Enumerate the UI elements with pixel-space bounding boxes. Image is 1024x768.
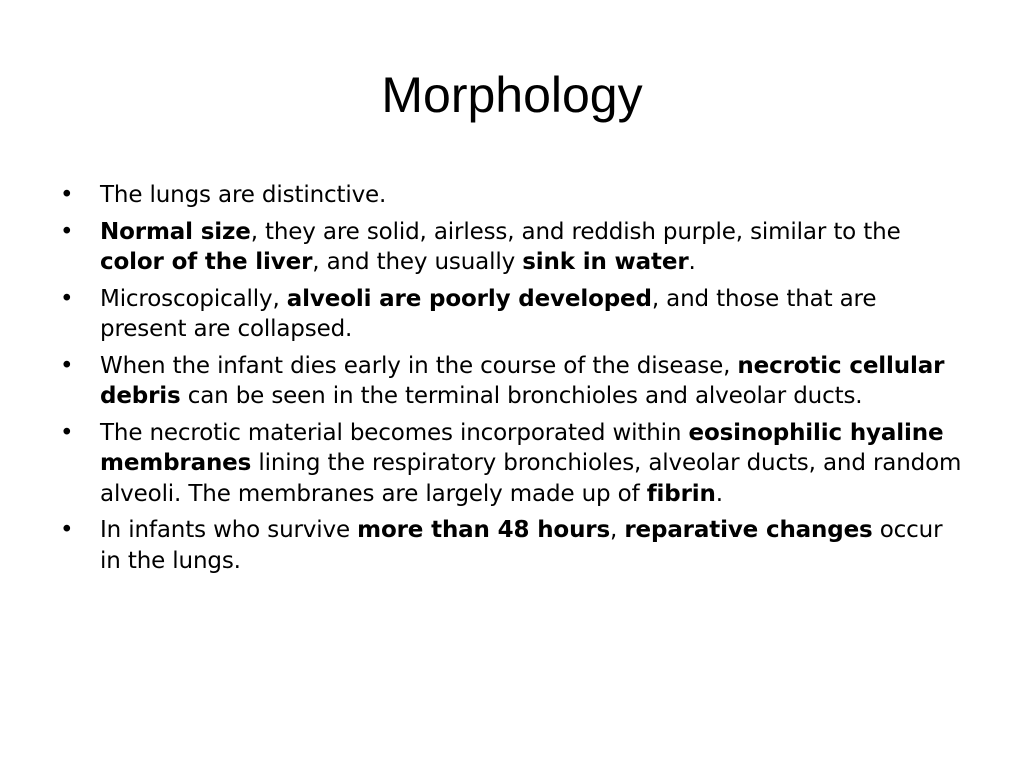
bold-segment: more than 48 hours xyxy=(357,517,611,543)
bold-segment: alveoli are poorly developed xyxy=(286,285,652,312)
text-segment: In infants who survive xyxy=(100,517,358,543)
bullet-text xyxy=(100,286,876,343)
text-segment: When the infant dies early in the course of the disease, xyxy=(100,352,738,379)
bullet-list xyxy=(58,180,963,582)
bullet-icon: • xyxy=(60,517,74,543)
bullet-text xyxy=(100,353,944,410)
text-segment: Microscopically, xyxy=(100,285,287,312)
text-segment: , and they usually xyxy=(312,249,523,275)
text-segment: , xyxy=(610,517,625,543)
bullet-item xyxy=(58,284,963,345)
bold-segment: necrotic cellular debris xyxy=(100,352,945,409)
text-segment: , they are solid, airless, and reddish purple, similar to the xyxy=(250,218,901,245)
bullet-icon: • xyxy=(60,218,74,245)
text-segment: , and those that are present are collapsed. xyxy=(100,285,877,342)
bold-segment: color of the liver xyxy=(100,249,313,275)
bold-segment: eosinophilic hyaline membranes xyxy=(100,419,944,476)
bullet-item xyxy=(58,515,963,576)
bullet-text xyxy=(100,420,961,507)
bold-segment: reparative changes xyxy=(624,517,873,543)
bullet-icon: • xyxy=(60,285,74,312)
bullet-icon: • xyxy=(60,352,74,379)
bullet-text xyxy=(100,517,942,574)
text-segment: can be seen in the terminal bronchioles and alveolar ducts. xyxy=(180,383,863,409)
bullet-text xyxy=(100,182,386,208)
bold-segment: fibrin xyxy=(646,480,716,507)
text-segment: . xyxy=(715,480,723,507)
bold-segment: Normal size xyxy=(100,218,251,245)
bullet-text xyxy=(100,219,901,276)
text-segment: . xyxy=(688,249,696,275)
text-segment: The necrotic material becomes incorporated within xyxy=(100,419,689,446)
text-segment: The lungs are distinctive. xyxy=(100,182,387,208)
bullet-item xyxy=(58,418,963,510)
bullet-icon: • xyxy=(60,182,74,208)
bullet-item xyxy=(58,180,963,211)
text-segment: occur in the lungs. xyxy=(100,517,943,574)
text-segment: lining the respiratory bronchioles, alveolar ducts, and random alveoli. The membranes are largely made up of xyxy=(100,450,962,507)
bullet-icon: • xyxy=(60,419,74,446)
bullet-item xyxy=(58,217,963,278)
bullet-item xyxy=(58,351,963,412)
bold-segment: sink in water xyxy=(522,249,689,275)
slide-title: Morphology xyxy=(381,67,643,123)
